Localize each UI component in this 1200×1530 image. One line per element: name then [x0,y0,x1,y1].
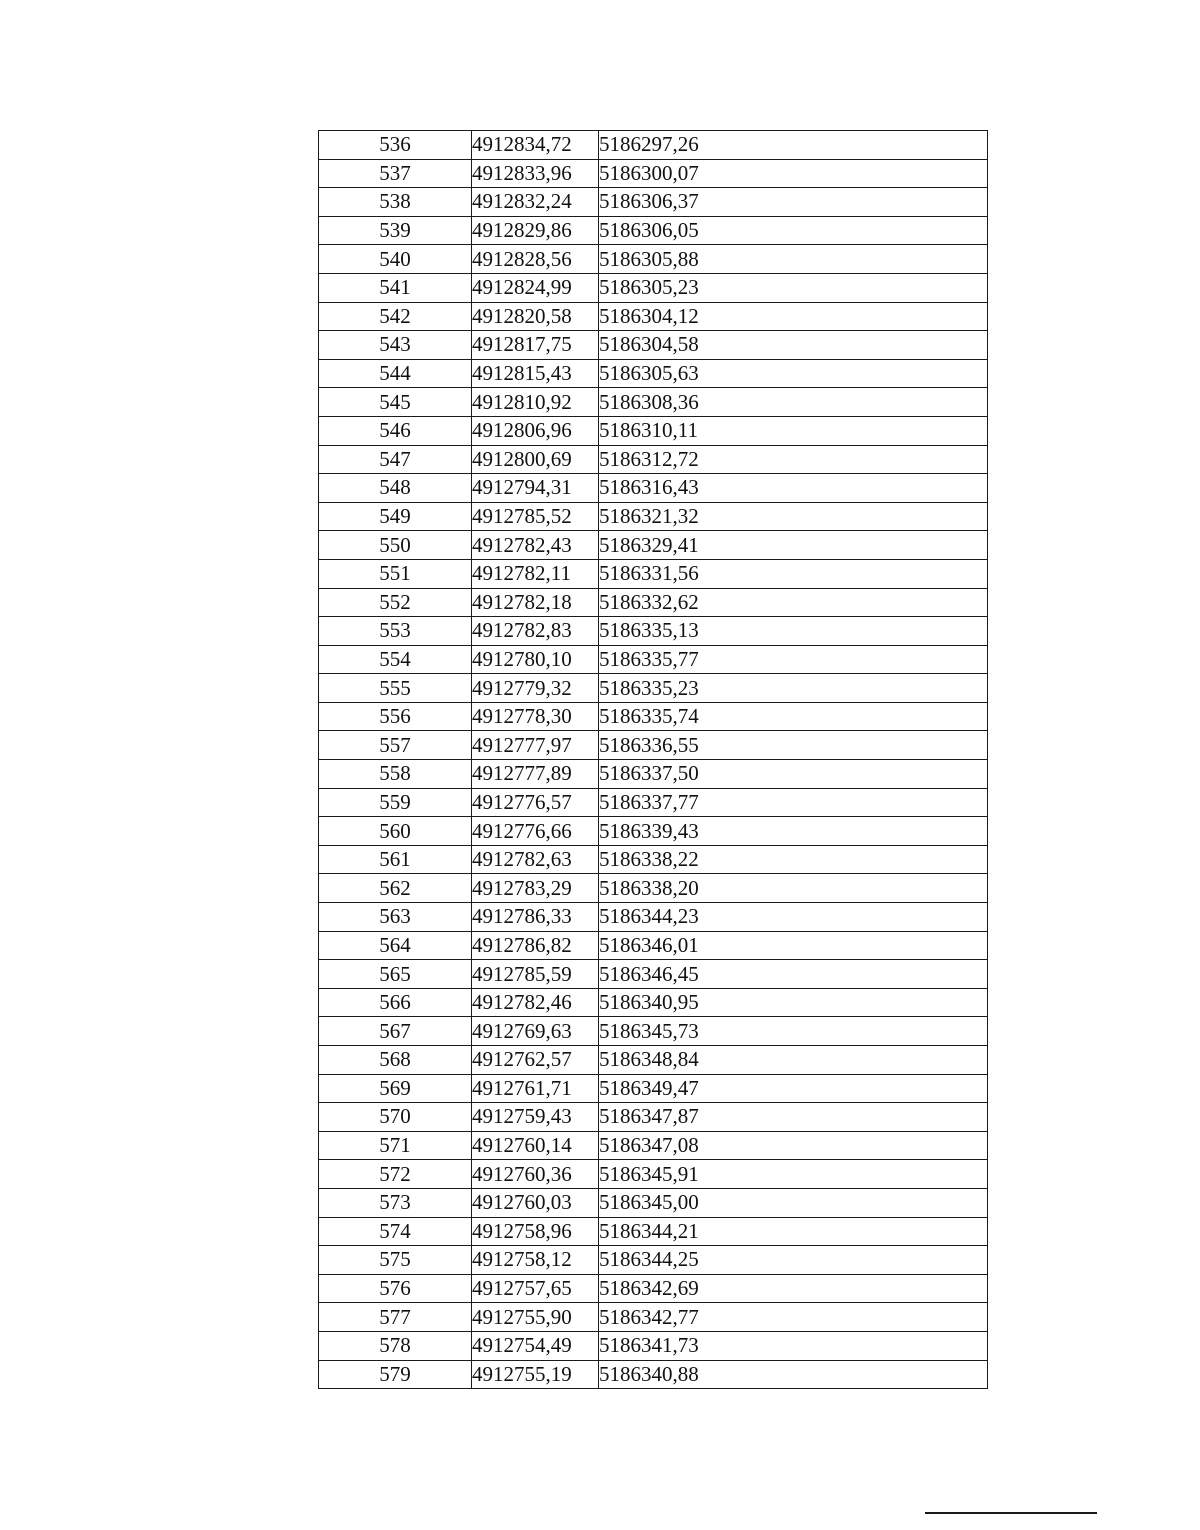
y-coordinate-cell: 5186346,45 [599,960,988,989]
x-coordinate-cell: 4912760,36 [472,1160,599,1189]
point-number-cell: 560 [319,817,472,846]
x-coordinate-cell: 4912758,96 [472,1217,599,1246]
point-number-cell: 552 [319,588,472,617]
y-coordinate-cell: 5186345,00 [599,1188,988,1217]
point-number-cell: 536 [319,131,472,160]
point-number-cell: 562 [319,874,472,903]
table-row [319,760,988,789]
y-coordinate-cell: 5186340,88 [599,1360,988,1389]
table-row [319,1046,988,1075]
y-coordinate-cell: 5186332,62 [599,588,988,617]
x-coordinate-cell: 4912777,89 [472,760,599,789]
point-number-cell: 555 [319,674,472,703]
y-coordinate-cell: 5186335,74 [599,702,988,731]
y-coordinate-cell: 5186349,47 [599,1074,988,1103]
y-coordinate-cell: 5186336,55 [599,731,988,760]
table-row [319,531,988,560]
x-coordinate-cell: 4912758,12 [472,1246,599,1275]
y-coordinate-cell: 5186346,01 [599,931,988,960]
x-coordinate-cell: 4912782,46 [472,988,599,1017]
point-number-cell: 546 [319,416,472,445]
table-row [319,1360,988,1389]
table-row [319,416,988,445]
table-row [319,359,988,388]
y-coordinate-cell: 5186337,77 [599,788,988,817]
table-row [319,788,988,817]
table-row [319,731,988,760]
table-row [319,245,988,274]
point-number-cell: 577 [319,1303,472,1332]
point-number-cell: 571 [319,1131,472,1160]
point-number-cell: 553 [319,617,472,646]
y-coordinate-cell: 5186345,73 [599,1017,988,1046]
point-number-cell: 578 [319,1331,472,1360]
x-coordinate-cell: 4912761,71 [472,1074,599,1103]
point-number-cell: 539 [319,216,472,245]
point-number-cell: 575 [319,1246,472,1275]
table-row [319,1274,988,1303]
table-row [319,845,988,874]
x-coordinate-cell: 4912833,96 [472,159,599,188]
point-number-cell: 576 [319,1274,472,1303]
y-coordinate-cell: 5186344,25 [599,1246,988,1275]
y-coordinate-cell: 5186316,43 [599,474,988,503]
table-row [319,931,988,960]
x-coordinate-cell: 4912769,63 [472,1017,599,1046]
table-row [319,903,988,932]
x-coordinate-cell: 4912782,43 [472,531,599,560]
table-row [319,588,988,617]
point-number-cell: 549 [319,502,472,531]
point-number-cell: 543 [319,331,472,360]
y-coordinate-cell: 5186335,23 [599,674,988,703]
x-coordinate-cell: 4912755,90 [472,1303,599,1332]
point-number-cell: 540 [319,245,472,274]
x-coordinate-cell: 4912759,43 [472,1103,599,1132]
point-number-cell: 557 [319,731,472,760]
y-coordinate-cell: 5186335,13 [599,617,988,646]
table-row [319,817,988,846]
point-number-cell: 547 [319,445,472,474]
table-row [319,1331,988,1360]
y-coordinate-cell: 5186305,88 [599,245,988,274]
table-row [319,702,988,731]
y-coordinate-cell: 5186341,73 [599,1331,988,1360]
table-row [319,388,988,417]
y-coordinate-cell: 5186340,95 [599,988,988,1017]
point-number-cell: 574 [319,1217,472,1246]
x-coordinate-cell: 4912806,96 [472,416,599,445]
table-row [319,445,988,474]
table-row [319,1188,988,1217]
y-coordinate-cell: 5186305,23 [599,273,988,302]
y-coordinate-cell: 5186304,58 [599,331,988,360]
x-coordinate-cell: 4912828,56 [472,245,599,274]
table-row [319,302,988,331]
point-number-cell: 558 [319,760,472,789]
y-coordinate-cell: 5186348,84 [599,1046,988,1075]
point-number-cell: 551 [319,559,472,588]
x-coordinate-cell: 4912785,52 [472,502,599,531]
table-row [319,502,988,531]
point-number-cell: 570 [319,1103,472,1132]
y-coordinate-cell: 5186312,72 [599,445,988,474]
x-coordinate-cell: 4912800,69 [472,445,599,474]
point-number-cell: 537 [319,159,472,188]
x-coordinate-cell: 4912832,24 [472,188,599,217]
table-row [319,1103,988,1132]
x-coordinate-cell: 4912782,63 [472,845,599,874]
y-coordinate-cell: 5186344,23 [599,903,988,932]
table-row [319,131,988,160]
table-row [319,1246,988,1275]
point-number-cell: 573 [319,1188,472,1217]
y-coordinate-cell: 5186342,69 [599,1274,988,1303]
y-coordinate-cell: 5186347,87 [599,1103,988,1132]
table-row [319,1017,988,1046]
table-row [319,1131,988,1160]
x-coordinate-cell: 4912815,43 [472,359,599,388]
x-coordinate-cell: 4912782,83 [472,617,599,646]
y-coordinate-cell: 5186304,12 [599,302,988,331]
x-coordinate-cell: 4912834,72 [472,131,599,160]
point-number-cell: 569 [319,1074,472,1103]
point-number-cell: 541 [319,273,472,302]
point-number-cell: 548 [319,474,472,503]
y-coordinate-cell: 5186338,20 [599,874,988,903]
table-row [319,988,988,1017]
x-coordinate-cell: 4912829,86 [472,216,599,245]
y-coordinate-cell: 5186331,56 [599,559,988,588]
x-coordinate-cell: 4912777,97 [472,731,599,760]
point-number-cell: 561 [319,845,472,874]
y-coordinate-cell: 5186308,36 [599,388,988,417]
x-coordinate-cell: 4912778,30 [472,702,599,731]
y-coordinate-cell: 5186335,77 [599,645,988,674]
x-coordinate-cell: 4912776,57 [472,788,599,817]
x-coordinate-cell: 4912824,99 [472,273,599,302]
table-row [319,159,988,188]
y-coordinate-cell: 5186338,22 [599,845,988,874]
table-row [319,674,988,703]
table-row [319,645,988,674]
x-coordinate-cell: 4912757,65 [472,1274,599,1303]
coordinates-table [318,130,988,1389]
x-coordinate-cell: 4912783,29 [472,874,599,903]
table-row [319,188,988,217]
y-coordinate-cell: 5186337,50 [599,760,988,789]
table-row [319,273,988,302]
point-number-cell: 545 [319,388,472,417]
point-number-cell: 567 [319,1017,472,1046]
y-coordinate-cell: 5186347,08 [599,1131,988,1160]
y-coordinate-cell: 5186342,77 [599,1303,988,1332]
table-row [319,216,988,245]
x-coordinate-cell: 4912762,57 [472,1046,599,1075]
x-coordinate-cell: 4912776,66 [472,817,599,846]
table-row [319,1160,988,1189]
table-row [319,1217,988,1246]
y-coordinate-cell: 5186329,41 [599,531,988,560]
point-number-cell: 563 [319,903,472,932]
y-coordinate-cell: 5186344,21 [599,1217,988,1246]
x-coordinate-cell: 4912786,82 [472,931,599,960]
table-row [319,559,988,588]
x-coordinate-cell: 4912782,11 [472,559,599,588]
y-coordinate-cell: 5186300,07 [599,159,988,188]
x-coordinate-cell: 4912794,31 [472,474,599,503]
point-number-cell: 544 [319,359,472,388]
point-number-cell: 568 [319,1046,472,1075]
x-coordinate-cell: 4912780,10 [472,645,599,674]
x-coordinate-cell: 4912760,14 [472,1131,599,1160]
x-coordinate-cell: 4912755,19 [472,1360,599,1389]
y-coordinate-cell: 5186306,37 [599,188,988,217]
x-coordinate-cell: 4912760,03 [472,1188,599,1217]
x-coordinate-cell: 4912779,32 [472,674,599,703]
table-row [319,1303,988,1332]
footer-rule [925,1512,1097,1514]
table-row [319,1074,988,1103]
x-coordinate-cell: 4912786,33 [472,903,599,932]
point-number-cell: 565 [319,960,472,989]
x-coordinate-cell: 4912782,18 [472,588,599,617]
point-number-cell: 538 [319,188,472,217]
point-number-cell: 542 [319,302,472,331]
point-number-cell: 556 [319,702,472,731]
point-number-cell: 554 [319,645,472,674]
point-number-cell: 559 [319,788,472,817]
y-coordinate-cell: 5186310,11 [599,416,988,445]
table-row [319,960,988,989]
x-coordinate-cell: 4912820,58 [472,302,599,331]
coordinates-table-body [319,131,988,1389]
table-row [319,617,988,646]
point-number-cell: 566 [319,988,472,1017]
point-number-cell: 550 [319,531,472,560]
y-coordinate-cell: 5186305,63 [599,359,988,388]
x-coordinate-cell: 4912817,75 [472,331,599,360]
y-coordinate-cell: 5186297,26 [599,131,988,160]
point-number-cell: 564 [319,931,472,960]
table-row [319,474,988,503]
y-coordinate-cell: 5186306,05 [599,216,988,245]
point-number-cell: 579 [319,1360,472,1389]
y-coordinate-cell: 5186345,91 [599,1160,988,1189]
x-coordinate-cell: 4912754,49 [472,1331,599,1360]
y-coordinate-cell: 5186339,43 [599,817,988,846]
table-row [319,874,988,903]
table-row [319,331,988,360]
y-coordinate-cell: 5186321,32 [599,502,988,531]
x-coordinate-cell: 4912785,59 [472,960,599,989]
x-coordinate-cell: 4912810,92 [472,388,599,417]
point-number-cell: 572 [319,1160,472,1189]
